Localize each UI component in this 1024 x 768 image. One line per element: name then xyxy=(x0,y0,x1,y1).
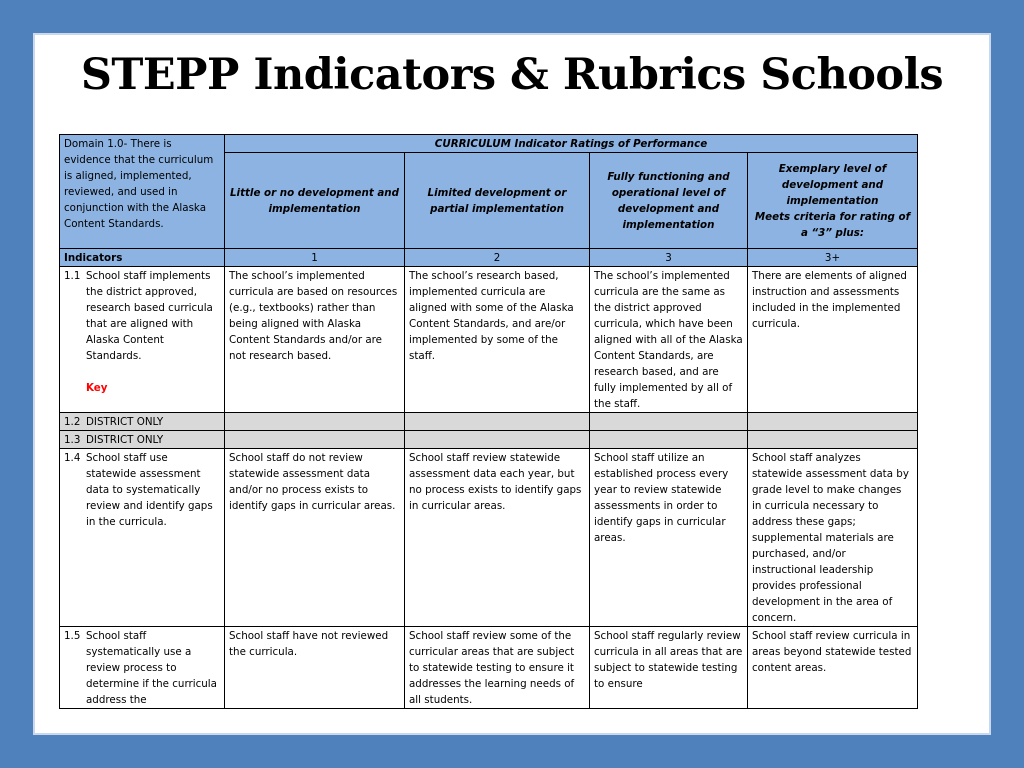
indicator-number: 1.3 xyxy=(64,434,81,446)
table-row xyxy=(60,267,918,413)
rating-cell xyxy=(405,431,590,449)
rating-cell: The school’s implemented curricula are based on resources (e.g., textbooks) rather than being aligned with Alaska Content Standards and/or are not research based. xyxy=(225,267,405,413)
rating-cell xyxy=(405,413,590,431)
rating-cell: There are elements of aligned instruction and assessments included in the implemented curricula. xyxy=(748,267,918,413)
rating-cell: School staff regularly review curricula in all areas that are subject to statewide testing to ensure xyxy=(590,627,748,709)
rating-cell: School staff utilize an established process every year to review statewide assessments in order to identify gaps in curricular areas. xyxy=(590,449,748,627)
rating-cell xyxy=(225,431,405,449)
indicator-cell xyxy=(60,267,225,413)
rating-cell xyxy=(590,413,748,431)
level-number: 1 xyxy=(225,249,405,267)
level-header-3: Fully functioning and operational level of development and implementation xyxy=(590,153,748,249)
rating-cell xyxy=(748,431,918,449)
indicator-cell xyxy=(60,431,225,449)
table-caption: CURRICULUM Indicator Ratings of Performance xyxy=(225,135,918,153)
indicator-text: School staff use statewide assessment data to systematically review and identify gaps in the curricula. xyxy=(86,452,213,528)
indicator-cell xyxy=(60,413,225,431)
rating-cell: The school’s implemented curricula are the same as the district approved curricula, which have been aligned with all of the Alaska Content Standards, are research based, and are fully implemented by all of the staff. xyxy=(590,267,748,413)
indicator-text: School staff implements the district approved, research based curricula that are aligned with Alaska Content Standards. xyxy=(86,270,213,362)
rating-cell: School staff review some of the curricular areas that are subject to statewide testing to ensure it addresses the learning needs of all students. xyxy=(405,627,590,709)
rating-cell: School staff have not reviewed the curricula. xyxy=(225,627,405,709)
indicator-cell xyxy=(60,627,225,709)
rating-cell: The school’s research based, implemented curricula are aligned with some of the Alaska Content Standards, and are/or implemented by some of the staff. xyxy=(405,267,590,413)
rating-cell xyxy=(748,413,918,431)
indicator-text: DISTRICT ONLY xyxy=(86,434,164,446)
indicator-number: 1.2 xyxy=(64,416,81,428)
rating-cell: School staff review statewide assessment data each year, but no process exists to identify gaps in curricular areas. xyxy=(405,449,590,627)
level-header-2: Limited development or partial implementation xyxy=(405,153,590,249)
key-label: Key xyxy=(86,382,108,394)
rating-cell: School staff review curricula in areas beyond statewide tested content areas. xyxy=(748,627,918,709)
level-number: 2 xyxy=(405,249,590,267)
indicator-cell xyxy=(60,449,225,627)
level-number: 3 xyxy=(590,249,748,267)
rating-cell: School staff analyzes statewide assessment data by grade level to make changes in curricula necessary to address these gaps; supplemental materials are purchased, and/or instructional leadership provides professional development in the area of concern. xyxy=(748,449,918,627)
indicator-number: 1.1 xyxy=(64,270,81,282)
indicator-text: DISTRICT ONLY xyxy=(86,416,164,428)
level-header-3plus: Exemplary level of development and implementation Meets criteria for rating of a “3” plus: xyxy=(748,153,918,249)
rubric-table xyxy=(59,134,918,709)
slide-title: STEPP Indicators & Rubrics Schools xyxy=(80,50,944,100)
level-header-1: Little or no development and implementation xyxy=(225,153,405,249)
table-row xyxy=(60,627,918,709)
table-row xyxy=(60,413,918,431)
indicator-number: 1.5 xyxy=(64,630,81,642)
level-number: 3+ xyxy=(748,249,918,267)
rating-cell: School staff do not review statewide assessment data and/or no process exists to identify gaps in curricular areas. xyxy=(225,449,405,627)
indicators-header: Indicators xyxy=(60,249,225,267)
domain-description: Domain 1.0- There is evidence that the curriculum is aligned, implemented, reviewed, and used in conjunction with the Alaska Content Standards. xyxy=(60,135,225,249)
table-row xyxy=(60,449,918,627)
rating-cell xyxy=(225,413,405,431)
table-row xyxy=(60,431,918,449)
indicator-text: School staff systematically use a review process to determine if the curricula address the xyxy=(86,630,217,706)
rating-cell xyxy=(590,431,748,449)
indicator-number: 1.4 xyxy=(64,452,81,464)
